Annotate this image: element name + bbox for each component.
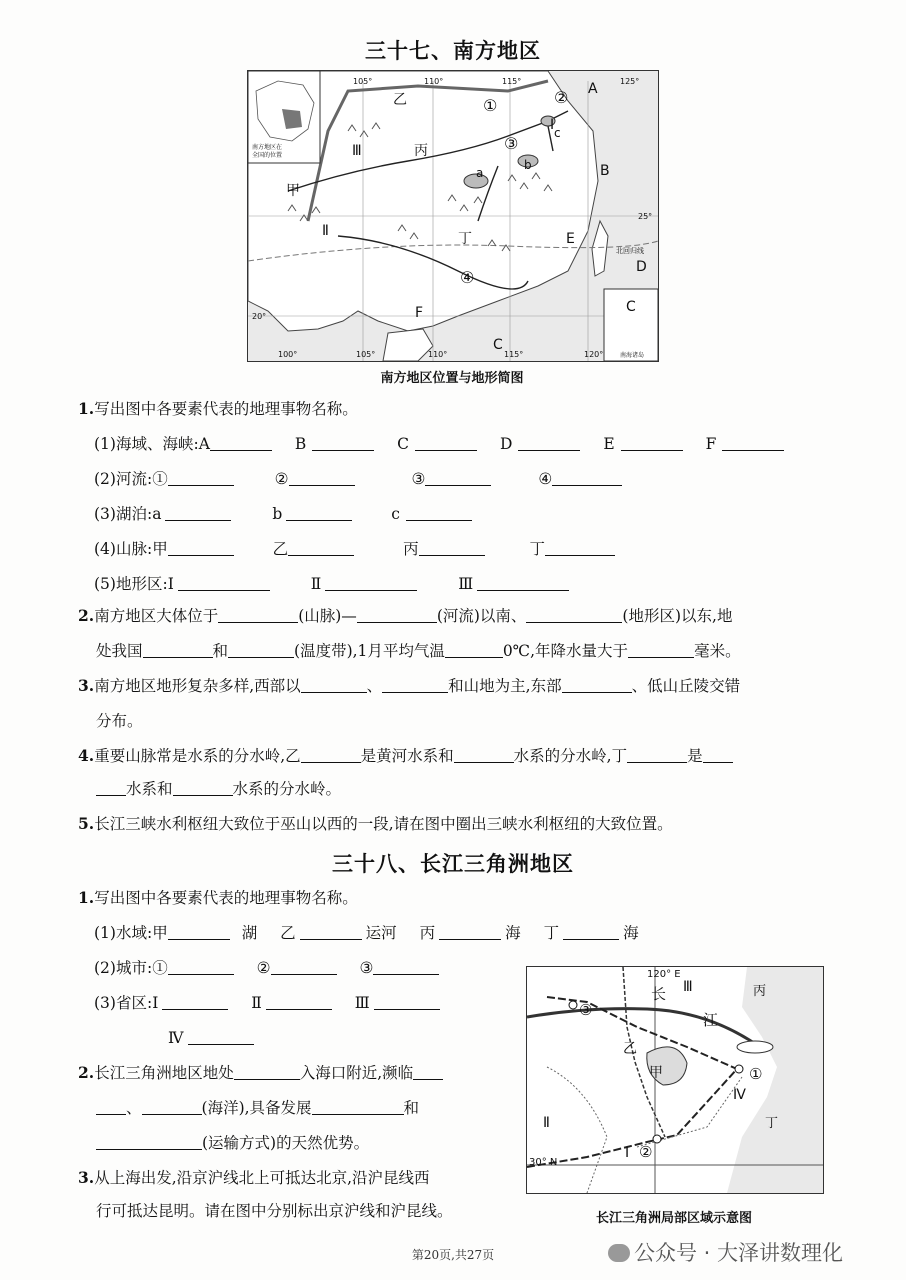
svg-text:①: ① — [483, 96, 498, 115]
svg-text:D: D — [636, 259, 647, 275]
blank[interactable] — [312, 434, 374, 451]
blank[interactable] — [374, 993, 440, 1010]
svg-text:115°: 115° — [502, 77, 522, 86]
blank[interactable] — [271, 958, 337, 975]
map-caption-south: 南方地区位置与地形简图 — [380, 371, 524, 386]
svg-text:C: C — [493, 337, 503, 353]
svg-text:丁: 丁 — [765, 1116, 779, 1131]
blank[interactable] — [228, 641, 294, 658]
svg-text:E: E — [566, 231, 575, 247]
s37-q1-row3: (3)湖泊:a b c — [94, 503, 472, 525]
blank[interactable] — [96, 1098, 126, 1115]
wechat-icon — [608, 1244, 630, 1262]
south-china-map — [247, 70, 659, 362]
blank[interactable] — [722, 434, 784, 451]
blank[interactable] — [325, 574, 417, 591]
svg-text:江: 江 — [703, 1011, 719, 1029]
svg-text:Ⅰ: Ⅰ — [625, 1145, 630, 1161]
blank[interactable] — [563, 923, 619, 940]
svg-text:105°: 105° — [353, 77, 373, 86]
blank[interactable] — [373, 958, 439, 975]
section38-title: 三十八、长江三角洲地区 — [332, 852, 574, 876]
blank[interactable] — [168, 958, 234, 975]
blank[interactable] — [357, 606, 437, 623]
s37-q4-line2: 水系和 水系的分水岭。 — [96, 778, 341, 800]
blank[interactable] — [445, 641, 503, 658]
svg-text:115°: 115° — [504, 350, 524, 359]
svg-text:25°: 25° — [638, 212, 653, 221]
blank[interactable] — [477, 574, 569, 591]
svg-text:B: B — [600, 163, 610, 179]
svg-text:125°: 125° — [620, 77, 640, 86]
blank[interactable] — [301, 676, 367, 693]
blank[interactable] — [628, 641, 694, 658]
svg-text:105°: 105° — [356, 350, 376, 359]
s37-q2-line2: 处我国 和 (温度带),1月平均气温 0℃,年降水量大于 毫米。 — [96, 642, 741, 660]
blank[interactable] — [526, 606, 622, 623]
s37-q4-line1: 4.重要山脉常是水系的分水岭,乙 是黄河水系和 水系的分水岭,丁 是 — [78, 745, 733, 767]
svg-text:③: ③ — [579, 1001, 593, 1019]
s37-q1-row5: (5)地形区:Ⅰ Ⅱ Ⅲ — [94, 573, 569, 595]
svg-text:甲: 甲 — [649, 1065, 663, 1081]
blank[interactable] — [413, 1063, 443, 1080]
s37-q1: 1.写出图中各要素代表的地理事物名称。 — [78, 399, 358, 418]
svg-text:Ⅲ: Ⅲ — [683, 979, 693, 995]
svg-text:30° N: 30° N — [529, 1157, 558, 1168]
blank[interactable] — [552, 469, 622, 486]
blank[interactable] — [168, 469, 234, 486]
blank[interactable] — [289, 469, 355, 486]
blank[interactable] — [288, 539, 354, 556]
svg-text:C: C — [626, 299, 636, 315]
svg-text:20°: 20° — [252, 312, 267, 321]
blank[interactable] — [162, 993, 228, 1010]
svg-text:④: ④ — [460, 268, 475, 287]
svg-text:全国的位置: 全国的位置 — [252, 152, 283, 159]
blank[interactable] — [178, 574, 270, 591]
yangtze-delta-map — [526, 966, 824, 1194]
svg-text:丁: 丁 — [458, 231, 472, 247]
svg-text:①: ① — [749, 1065, 763, 1083]
blank[interactable] — [286, 504, 352, 521]
s37-q3-line1: 3.南方地区地形复杂多样,西部以 、 和山地为主,东部 、低山丘陵交错 — [78, 676, 741, 695]
blank[interactable] — [621, 434, 683, 451]
s37-q3-line2: 分布。 — [96, 712, 143, 730]
s37-q1-row2: (2)河流:① ② ③ ④ — [94, 468, 622, 490]
svg-text:长: 长 — [651, 985, 667, 1003]
svg-text:Ⅱ: Ⅱ — [543, 1115, 550, 1131]
svg-text:北回归线: 北回归线 — [616, 247, 644, 255]
blank[interactable] — [454, 746, 514, 763]
blank[interactable] — [545, 539, 615, 556]
inset-islands-label: 南海诸岛 — [620, 352, 645, 359]
svg-text:b: b — [524, 158, 532, 172]
blank[interactable] — [143, 641, 213, 658]
s38-q2-line2: 、 (海洋),具备发展 和 — [96, 1097, 419, 1119]
blank[interactable] — [312, 1098, 404, 1115]
svg-text:120°: 120° — [584, 350, 604, 359]
svg-text:②: ② — [639, 1143, 653, 1161]
watermark: 公众号 · 大泽讲数理化 — [608, 1237, 843, 1267]
svg-text:c: c — [554, 126, 561, 140]
blank[interactable] — [142, 1098, 202, 1115]
blank[interactable] — [168, 539, 234, 556]
s38-q3-line1: 3.从上海出发,沿京沪线北上可抵达北京,沿沪昆线西 — [78, 1168, 430, 1187]
svg-text:Ⅱ: Ⅱ — [322, 223, 329, 239]
svg-text:A: A — [588, 81, 598, 97]
blank[interactable] — [382, 676, 448, 693]
blank[interactable] — [188, 1028, 254, 1045]
svg-text:乙: 乙 — [393, 92, 407, 108]
blank[interactable] — [703, 746, 733, 763]
blank[interactable] — [415, 434, 477, 451]
svg-text:丙: 丙 — [414, 143, 428, 159]
s38-q1-row2: (2)城市:① ② ③ — [94, 957, 439, 979]
blank[interactable] — [96, 779, 126, 796]
s38-q3-line2: 行可抵达昆明。请在图中分别标出京沪线和沪昆线。 — [96, 1202, 453, 1220]
svg-text:南方地区在: 南方地区在 — [252, 144, 283, 151]
blank[interactable] — [218, 606, 298, 623]
s37-q1-row4: (4)山脉:甲 乙 丙 丁 — [94, 538, 615, 560]
svg-text:丙: 丙 — [753, 984, 767, 999]
blank[interactable] — [173, 779, 233, 796]
blank[interactable] — [168, 923, 230, 940]
s38-q1-row3b: Ⅳ — [168, 1027, 254, 1049]
blank[interactable] — [301, 746, 361, 763]
svg-text:100°: 100° — [278, 350, 298, 359]
svg-text:Ⅰ: Ⅰ — [550, 117, 555, 133]
svg-text:a: a — [476, 166, 484, 180]
svg-text:Ⅲ: Ⅲ — [352, 143, 362, 159]
s37-q2-line1: 2.南方地区大体位于 (山脉)— (河流)以南、 (地形区)以东,地 — [78, 606, 733, 625]
svg-text:110°: 110° — [424, 77, 444, 86]
blank[interactable] — [234, 1063, 300, 1080]
svg-text:Ⅳ: Ⅳ — [733, 1087, 746, 1103]
s38-q2-line3: (运输方式)的天然优势。 — [96, 1132, 369, 1154]
blank[interactable] — [562, 676, 632, 693]
page-number: 第20页,共27页 — [411, 1248, 495, 1262]
s38-q1: 1.写出图中各要素代表的地理事物名称。 — [78, 888, 358, 907]
blank[interactable] — [419, 539, 485, 556]
svg-text:③: ③ — [504, 134, 519, 153]
svg-text:110°: 110° — [428, 350, 448, 359]
section37-title: 三十七、南方地区 — [365, 39, 541, 63]
svg-text:甲: 甲 — [286, 183, 300, 199]
s38-q1-row3: (3)省区:Ⅰ Ⅱ Ⅲ — [94, 992, 440, 1014]
s38-q2-line1: 2.长江三角洲地区地处 入海口附近,濒临 — [78, 1062, 443, 1084]
s37-q1-row1: (1)海域、海峡:A B C D E F — [94, 433, 784, 455]
blank[interactable] — [300, 923, 362, 940]
blank[interactable] — [406, 504, 472, 521]
blank[interactable] — [96, 1133, 202, 1150]
svg-text:②: ② — [554, 88, 569, 107]
s38-q1-row1: (1)水域:甲 湖 乙 运河 丙 海 丁 海 — [94, 924, 639, 942]
s37-q5: 5.长江三峡水利枢纽大致位于巫山以西的一段,请在图中圈出三峡水利枢纽的大致位置。 — [78, 814, 673, 833]
blank[interactable] — [627, 746, 687, 763]
blank[interactable] — [439, 923, 501, 940]
blank[interactable] — [210, 434, 272, 451]
svg-text:乙: 乙 — [623, 1041, 637, 1057]
svg-text:120° E: 120° E — [647, 969, 681, 980]
svg-text:F: F — [415, 305, 424, 321]
blank[interactable] — [518, 434, 580, 451]
blank[interactable] — [165, 504, 231, 521]
map-caption-delta: 长江三角洲局部区域示意图 — [595, 1211, 752, 1226]
blank[interactable] — [425, 469, 491, 486]
blank[interactable] — [266, 993, 332, 1010]
